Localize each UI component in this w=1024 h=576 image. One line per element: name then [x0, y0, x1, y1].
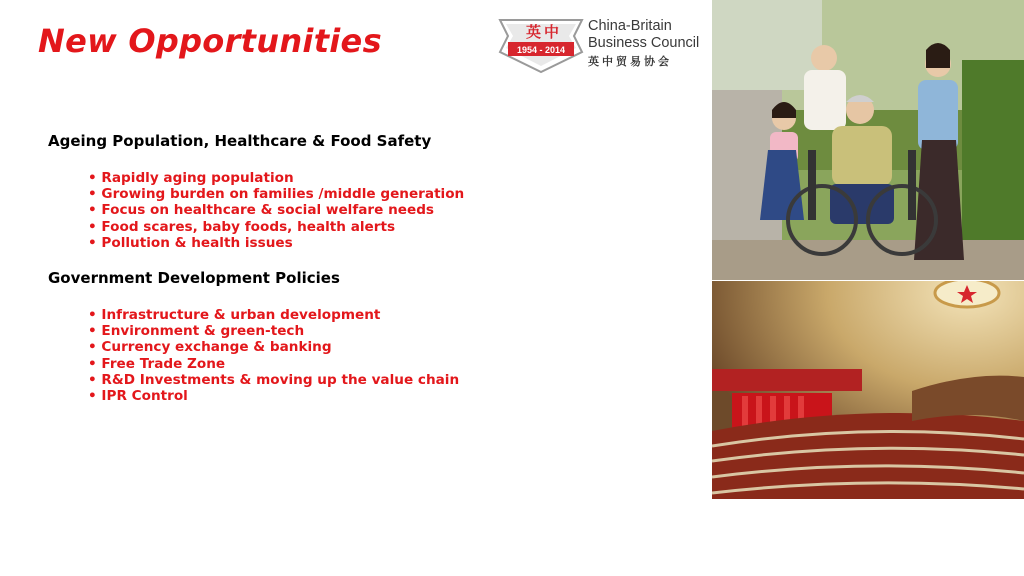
logo-line-2: Business Council	[588, 35, 700, 51]
section-government	[48, 269, 688, 404]
bullet-item: • Environment & green-tech	[88, 323, 688, 339]
slide-content	[48, 132, 688, 404]
assembly-hall-photo	[712, 281, 1024, 499]
bullet-item: • Growing burden on families /middle generation	[88, 186, 688, 202]
bullet-item: • Focus on healthcare & social welfare needs	[88, 202, 688, 218]
section-heading: Government Development Policies	[48, 269, 340, 288]
bullet-item: • Currency exchange & banking	[88, 339, 688, 355]
logo-line-1: China-Britain	[588, 18, 672, 34]
cbbc-emblem-icon	[496, 14, 586, 76]
slide-title: New Opportunities	[38, 22, 382, 60]
bullet-item: • Infrastructure & urban development	[88, 307, 688, 323]
bullet-item: • R&D Investments & moving up the value chain	[88, 372, 688, 388]
bullet-item: • Pollution & health issues	[88, 235, 688, 251]
section-heading: Ageing Population, Healthcare & Food Safety	[48, 132, 432, 150]
bullet-list	[88, 170, 688, 251]
bullet-item: • Rapidly aging population	[88, 170, 688, 186]
cbbc-logo	[496, 14, 706, 76]
svg-text:1954 - 2014: 1954 - 2014	[516, 45, 566, 55]
svg-text:英: 英	[526, 23, 542, 41]
logo-chinese-name: 英中贸易协会	[588, 56, 672, 68]
svg-text:中: 中	[544, 23, 560, 41]
section-ageing	[48, 132, 688, 251]
bullet-item: • IPR Control	[88, 388, 688, 404]
bullet-list	[88, 307, 688, 404]
bullet-item: • Free Trade Zone	[88, 356, 688, 372]
bullet-item: • Food scares, baby foods, health alerts	[88, 219, 688, 235]
family-photo	[712, 0, 1024, 280]
